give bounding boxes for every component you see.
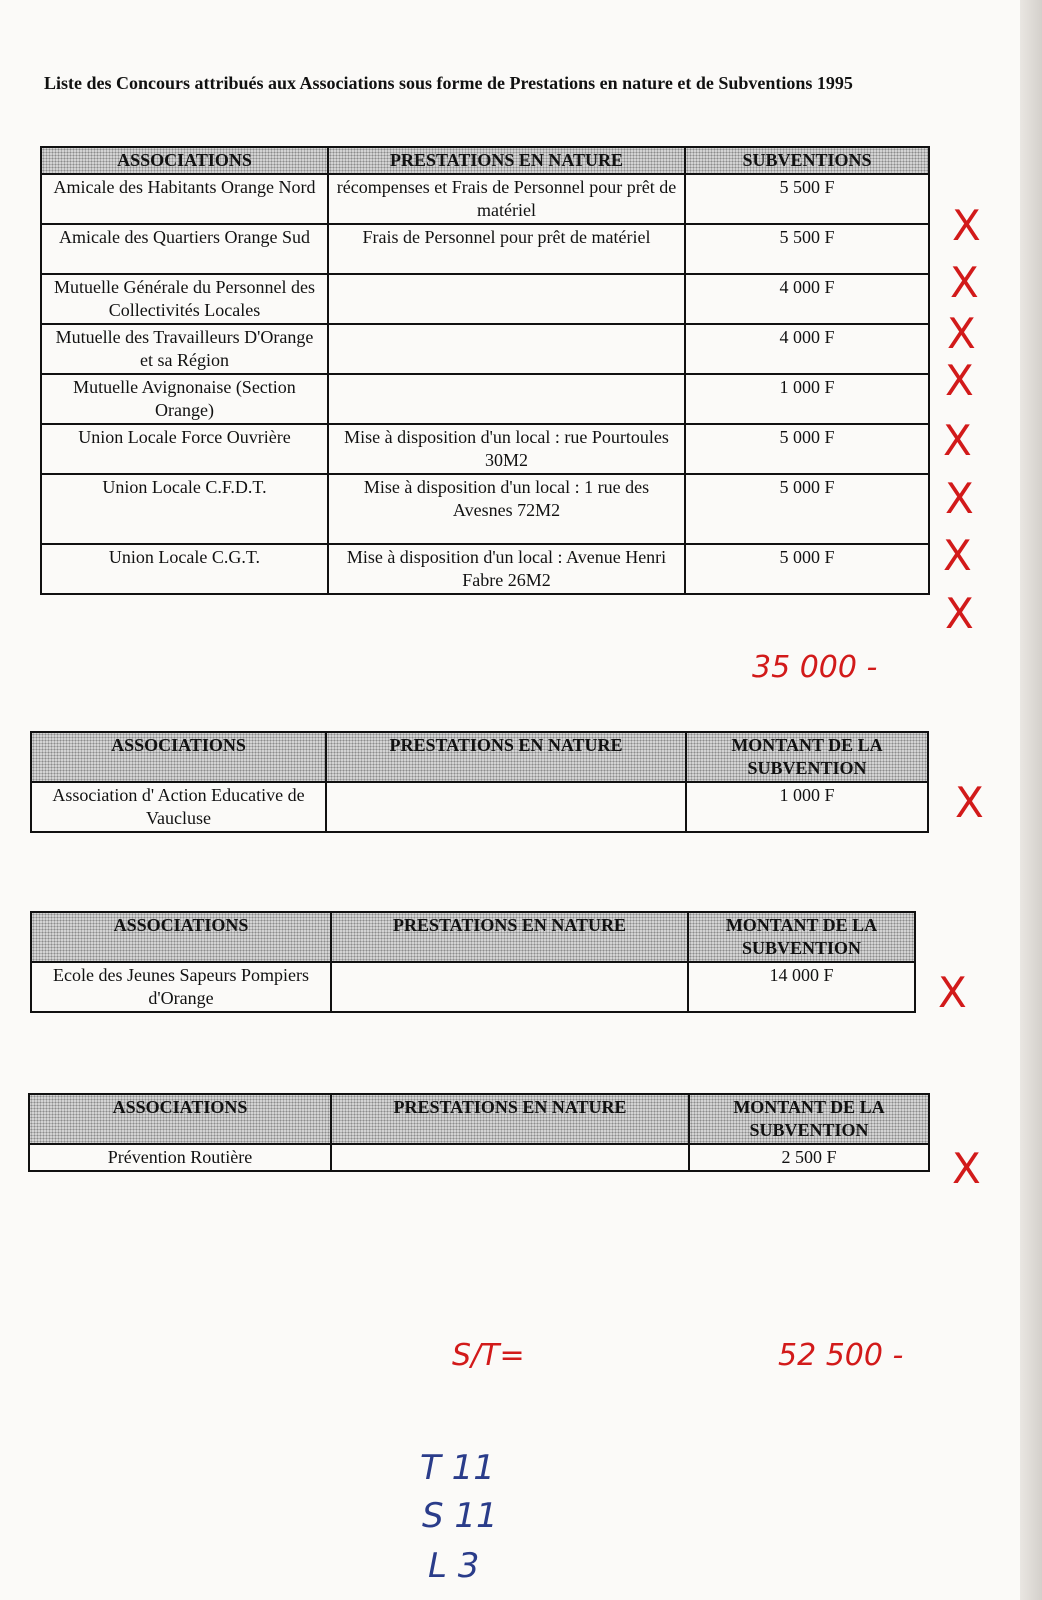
table-row <box>41 174 929 224</box>
subvention-cell: 4 000 F <box>685 274 929 324</box>
association-cell: Prévention Routière <box>29 1144 331 1171</box>
association-cell: Mutuelle Avignonaise (Section Orange) <box>41 374 328 424</box>
handwritten-cross-mark: X <box>943 531 972 580</box>
handwritten-cross-mark: X <box>952 1144 981 1193</box>
association-cell: Union Locale Force Ouvrière <box>41 424 328 474</box>
subvention-cell: 5 500 F <box>685 224 929 274</box>
handwritten-cross-mark: X <box>952 201 981 250</box>
prestations-cell: Mise à disposition d'un local : rue Pourtoules 30M2 <box>328 424 685 474</box>
association-cell: Association d' Action Educative de Vaucluse <box>31 782 326 832</box>
handwritten-cross-mark: X <box>955 778 984 827</box>
col-header-subvention: MONTANT DE LA SUBVENTION <box>688 912 915 962</box>
col-header-associations: ASSOCIATIONS <box>41 147 328 174</box>
prestations-cell <box>326 782 686 832</box>
handwritten-cross-mark: X <box>947 309 976 358</box>
association-cell: Ecole des Jeunes Sapeurs Pompiers d'Orange <box>31 962 331 1012</box>
pencil-note: L 3 <box>428 1546 480 1586</box>
col-header-subvention: MONTANT DE LA SUBVENTION <box>689 1094 929 1144</box>
subvention-cell: 14 000 F <box>688 962 915 1012</box>
subvention-cell: 1 000 F <box>685 374 929 424</box>
table-row <box>41 544 929 594</box>
table-row <box>41 224 929 274</box>
prestations-cell <box>328 374 685 424</box>
pencil-note: S 11 <box>422 1496 498 1536</box>
association-cell: Amicale des Quartiers Orange Sud <box>41 224 328 274</box>
table-row <box>41 424 929 474</box>
prestations-cell <box>328 324 685 374</box>
col-header-associations: ASSOCIATIONS <box>31 912 331 962</box>
table-row <box>29 1144 929 1171</box>
association-cell: Union Locale C.G.T. <box>41 544 328 594</box>
association-cell: Mutuelle Générale du Personnel des Collectivités Locales <box>41 274 328 324</box>
col-header-prestations: PRESTATIONS EN NATURE <box>328 147 685 174</box>
subvention-cell: 2 500 F <box>689 1144 929 1171</box>
col-header-associations: ASSOCIATIONS <box>31 732 326 782</box>
prestations-cell <box>331 1144 689 1171</box>
subvention-cell: 1 000 F <box>686 782 928 832</box>
prestations-cell: Mise à disposition d'un local : Avenue Henri Fabre 26M2 <box>328 544 685 594</box>
pencil-note: T 11 <box>420 1448 495 1488</box>
table-header-row <box>29 1094 929 1144</box>
subvention-cell: 5 500 F <box>685 174 929 224</box>
subvention-cell: 5 000 F <box>685 424 929 474</box>
prestations-cell <box>331 962 688 1012</box>
table-row <box>41 474 929 544</box>
handwritten-subtotal: 35 000 - <box>752 650 878 685</box>
associations-table-3 <box>30 911 916 1013</box>
table-row <box>41 274 929 324</box>
scanned-page-edge <box>1020 0 1042 1600</box>
prestations-cell: Mise à disposition d'un local : 1 rue des Avesnes 72M2 <box>328 474 685 544</box>
subvention-cell: 5 000 F <box>685 474 929 544</box>
table-row <box>31 782 928 832</box>
col-header-prestations: PRESTATIONS EN NATURE <box>331 1094 689 1144</box>
handwritten-cross-mark: X <box>945 589 974 638</box>
prestations-cell <box>328 274 685 324</box>
prestations-cell: Frais de Personnel pour prêt de matériel <box>328 224 685 274</box>
col-header-prestations: PRESTATIONS EN NATURE <box>326 732 686 782</box>
handwritten-total-label: S/T= <box>452 1338 525 1373</box>
col-header-subvention: SUBVENTIONS <box>685 147 929 174</box>
prestations-cell: récompenses et Frais de Personnel pour prêt de matériel <box>328 174 685 224</box>
associations-table-1 <box>40 146 930 595</box>
association-cell: Mutuelle des Travailleurs D'Orange et sa Région <box>41 324 328 374</box>
table-row <box>31 962 915 1012</box>
association-cell: Amicale des Habitants Orange Nord <box>41 174 328 224</box>
table-row <box>41 324 929 374</box>
handwritten-total-value: 52 500 - <box>778 1338 904 1373</box>
col-header-subvention: MONTANT DE LA SUBVENTION <box>686 732 928 782</box>
handwritten-cross-mark: X <box>950 258 979 307</box>
handwritten-cross-mark: X <box>938 968 967 1017</box>
handwritten-cross-mark: X <box>945 356 974 405</box>
association-cell: Union Locale C.F.D.T. <box>41 474 328 544</box>
document-heading: Liste des Concours attribués aux Associations sous forme de Prestations en nature et de Subventions 1995 <box>44 73 853 93</box>
associations-table-2 <box>30 731 929 833</box>
col-header-prestations: PRESTATIONS EN NATURE <box>331 912 688 962</box>
subvention-cell: 5 000 F <box>685 544 929 594</box>
associations-table-4 <box>28 1093 930 1172</box>
handwritten-cross-mark: X <box>945 474 974 523</box>
table-row <box>41 374 929 424</box>
table-header-row <box>31 912 915 962</box>
table-header-row <box>41 147 929 174</box>
col-header-associations: ASSOCIATIONS <box>29 1094 331 1144</box>
handwritten-cross-mark: X <box>943 416 972 465</box>
table-header-row <box>31 732 928 782</box>
subvention-cell: 4 000 F <box>685 324 929 374</box>
